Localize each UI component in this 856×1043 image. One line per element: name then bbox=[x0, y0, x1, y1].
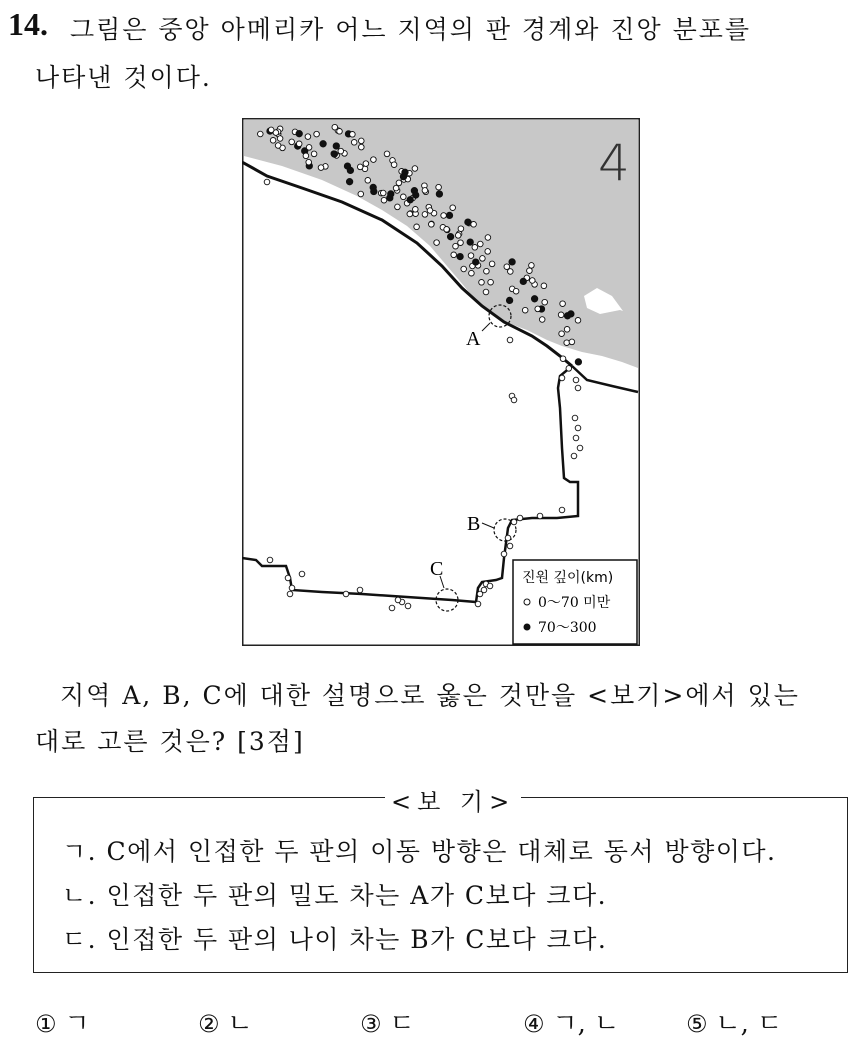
shallow-epicenter-point bbox=[511, 397, 517, 403]
shallow-epicenter-point bbox=[559, 331, 565, 337]
shallow-epicenter-point bbox=[371, 157, 377, 163]
shallow-epicenter-point bbox=[539, 317, 545, 323]
question-text-line1: 그림은 중앙 아메리카 어느 지역의 판 경계와 진앙 분포를 bbox=[70, 15, 752, 44]
shallow-epicenter-point bbox=[537, 513, 543, 519]
shallow-epicenter-point bbox=[535, 306, 541, 312]
deep-epicenter-point bbox=[344, 163, 350, 169]
deep-epicenter-point bbox=[296, 131, 302, 137]
shallow-epicenter-point bbox=[461, 266, 467, 272]
legend-open-circle-icon bbox=[524, 599, 530, 605]
shallow-epicenter-point bbox=[455, 233, 461, 239]
shallow-epicenter-point bbox=[458, 226, 464, 232]
shallow-epicenter-point bbox=[395, 204, 401, 210]
shallow-epicenter-point bbox=[314, 131, 320, 137]
choice-3[interactable] bbox=[360, 1003, 415, 1040]
deep-epicenter-point bbox=[447, 234, 453, 240]
shallow-epicenter-point bbox=[507, 543, 513, 549]
shallow-epicenter-point bbox=[393, 185, 399, 191]
shallow-epicenter-point bbox=[487, 583, 493, 589]
deep-epicenter-point bbox=[333, 143, 339, 149]
shallow-epicenter-point bbox=[337, 129, 343, 135]
shallow-epicenter-point bbox=[573, 377, 579, 383]
shallow-epicenter-point bbox=[477, 591, 483, 597]
choice-1-text: ㄱ bbox=[64, 1009, 90, 1039]
shallow-epicenter-point bbox=[572, 415, 578, 421]
shallow-epicenter-point bbox=[351, 140, 357, 146]
shallow-epicenter-point bbox=[381, 197, 387, 203]
legend-item-shallow: 0～70 미만 bbox=[538, 595, 611, 611]
shallow-epicenter-point bbox=[485, 235, 491, 241]
shallow-epicenter-point bbox=[441, 213, 447, 219]
statement-nieun: ㄴ. 인접한 두 판의 밀도 차는 A가 C보다 크다. bbox=[62, 881, 608, 910]
deep-epicenter-point bbox=[531, 296, 537, 302]
statement-giyeok: ㄱ. C에서 인접한 두 판의 이동 방향은 대체로 동서 방향이다. bbox=[62, 837, 777, 866]
shallow-epicenter-point bbox=[384, 151, 390, 157]
deep-epicenter-point bbox=[575, 359, 581, 365]
prompt-line2: 대로 고른 것은? [3점] bbox=[35, 727, 305, 756]
shallow-epicenter-point bbox=[517, 515, 523, 521]
shallow-epicenter-point bbox=[338, 148, 344, 154]
shallow-epicenter-point bbox=[332, 124, 338, 130]
shallow-epicenter-point bbox=[483, 289, 489, 295]
deep-epicenter-point bbox=[473, 259, 479, 265]
shallow-epicenter-point bbox=[258, 131, 264, 137]
shallow-epicenter-point bbox=[511, 519, 517, 525]
legend-title: 진원 깊이(km) bbox=[522, 570, 614, 586]
prompt-line1: 지역 A, B, C에 대한 설명으로 옳은 것만을 <보기>에서 있는 bbox=[60, 681, 800, 710]
deep-epicenter-point bbox=[331, 151, 337, 157]
shallow-epicenter-point bbox=[357, 164, 363, 170]
shallow-epicenter-point bbox=[488, 279, 494, 285]
shallow-epicenter-point bbox=[289, 585, 295, 591]
region-b-label: B bbox=[467, 513, 481, 535]
deep-epicenter-point bbox=[568, 311, 574, 317]
shallow-epicenter-point bbox=[407, 211, 413, 217]
shallow-epicenter-point bbox=[401, 194, 407, 200]
shallow-epicenter-point bbox=[318, 165, 324, 171]
shallow-epicenter-point bbox=[569, 339, 575, 345]
statement-digeut: ㄷ. 인접한 두 판의 나이 차는 B가 C보다 크다. bbox=[62, 925, 608, 954]
shallow-epicenter-point bbox=[505, 535, 511, 541]
map-legend bbox=[513, 560, 637, 644]
deep-epicenter-point bbox=[388, 191, 394, 197]
shallow-epicenter-point bbox=[305, 134, 311, 140]
deep-epicenter-point bbox=[520, 278, 526, 284]
shallow-epicenter-point bbox=[453, 243, 459, 249]
shallow-epicenter-point bbox=[380, 190, 386, 196]
shallow-epicenter-point bbox=[289, 139, 295, 145]
shallow-epicenter-point bbox=[484, 268, 490, 274]
shallow-epicenter-point bbox=[479, 280, 485, 286]
shallow-epicenter-point bbox=[429, 222, 435, 228]
deep-epicenter-point bbox=[320, 141, 326, 147]
bogi-title: <보 기> bbox=[385, 782, 521, 817]
deep-epicenter-point bbox=[413, 192, 419, 198]
shallow-epicenter-point bbox=[359, 138, 365, 144]
shallow-epicenter-point bbox=[559, 507, 565, 513]
shallow-epicenter-point bbox=[560, 356, 566, 362]
shallow-epicenter-point bbox=[389, 605, 395, 611]
shallow-epicenter-point bbox=[507, 337, 513, 343]
shallow-epicenter-point bbox=[359, 144, 365, 150]
deep-epicenter-point bbox=[400, 174, 406, 180]
shallow-epicenter-point bbox=[513, 288, 519, 294]
shallow-epicenter-point bbox=[299, 571, 305, 577]
choice-4-text: ㄱ, ㄴ bbox=[552, 1009, 620, 1039]
shallow-epicenter-point bbox=[468, 253, 474, 259]
shallow-epicenter-point bbox=[573, 435, 579, 441]
deep-epicenter-point bbox=[346, 179, 352, 185]
choice-5-number: ⑤ bbox=[686, 1010, 708, 1038]
shallow-epicenter-point bbox=[414, 224, 420, 230]
choice-5-text: ㄴ, ㄷ bbox=[715, 1009, 783, 1039]
shallow-epicenter-point bbox=[285, 575, 291, 581]
shallow-epicenter-point bbox=[413, 207, 419, 213]
shallow-epicenter-point bbox=[501, 551, 507, 557]
shallow-epicenter-point bbox=[268, 127, 274, 133]
shallow-epicenter-point bbox=[365, 178, 371, 184]
legend-filled-circle-icon bbox=[524, 624, 530, 630]
deep-epicenter-point bbox=[407, 197, 413, 203]
shallow-epicenter-point bbox=[522, 307, 528, 313]
shallow-epicenter-point bbox=[458, 240, 464, 246]
shallow-epicenter-point bbox=[412, 166, 418, 172]
shallow-epicenter-point bbox=[529, 263, 535, 269]
choice-2-number: ② bbox=[198, 1010, 220, 1038]
choice-3-text: ㄷ bbox=[389, 1009, 415, 1039]
shallow-epicenter-point bbox=[444, 227, 450, 233]
deep-epicenter-point bbox=[506, 297, 512, 303]
deep-epicenter-point bbox=[465, 219, 471, 225]
shallow-epicenter-point bbox=[564, 340, 570, 346]
shallow-epicenter-point bbox=[450, 205, 456, 211]
deep-epicenter-point bbox=[446, 212, 452, 218]
shallow-epicenter-point bbox=[350, 132, 356, 138]
shallow-epicenter-point bbox=[427, 208, 433, 214]
choice-3-number: ③ bbox=[360, 1010, 382, 1038]
shallow-epicenter-point bbox=[508, 269, 514, 275]
shallow-epicenter-point bbox=[277, 136, 283, 142]
shallow-epicenter-point bbox=[566, 366, 572, 372]
shallow-epicenter-point bbox=[270, 138, 276, 144]
shallow-epicenter-point bbox=[485, 249, 491, 255]
shallow-epicenter-point bbox=[306, 145, 312, 151]
figure-number: 4 bbox=[598, 134, 630, 192]
question-number: 14. bbox=[8, 6, 48, 42]
choice-1-number: ① bbox=[35, 1010, 57, 1038]
shallow-epicenter-point bbox=[311, 151, 317, 157]
shallow-epicenter-point bbox=[287, 591, 293, 597]
shallow-epicenter-point bbox=[451, 252, 457, 258]
shallow-epicenter-point bbox=[475, 601, 481, 607]
choice-2[interactable] bbox=[198, 1003, 253, 1040]
legend-item-deep: 70～300 bbox=[538, 620, 597, 636]
shallow-epicenter-point bbox=[422, 212, 428, 218]
shallow-epicenter-point bbox=[471, 222, 477, 228]
shallow-epicenter-point bbox=[527, 268, 533, 274]
shallow-epicenter-point bbox=[564, 327, 570, 333]
shallow-epicenter-point bbox=[358, 191, 364, 197]
choice-2-text: ㄴ bbox=[227, 1009, 253, 1039]
shallow-epicenter-point bbox=[575, 425, 581, 431]
shallow-epicenter-point bbox=[396, 180, 402, 186]
shallow-epicenter-point bbox=[436, 184, 442, 190]
shallow-epicenter-point bbox=[306, 159, 312, 165]
region-a-label: A bbox=[466, 328, 481, 350]
shallow-epicenter-point bbox=[560, 301, 566, 307]
choice-1[interactable] bbox=[35, 1003, 90, 1040]
shallow-epicenter-point bbox=[489, 261, 495, 267]
shallow-epicenter-point bbox=[571, 453, 577, 459]
shallow-epicenter-point bbox=[395, 597, 401, 603]
region-c-label: C bbox=[430, 558, 444, 580]
shallow-epicenter-point bbox=[264, 179, 270, 185]
shallow-epicenter-point bbox=[541, 283, 547, 289]
shallow-epicenter-point bbox=[577, 445, 583, 451]
shallow-epicenter-point bbox=[405, 603, 411, 609]
shallow-epicenter-point bbox=[296, 141, 302, 147]
shallow-epicenter-point bbox=[267, 557, 273, 563]
shallow-epicenter-point bbox=[343, 591, 349, 597]
shallow-epicenter-point bbox=[434, 240, 440, 246]
deep-epicenter-point bbox=[371, 188, 377, 194]
shallow-epicenter-point bbox=[478, 241, 484, 247]
shallow-epicenter-point bbox=[472, 245, 478, 251]
plate-boundary-map bbox=[242, 118, 640, 646]
shallow-epicenter-point bbox=[422, 188, 428, 194]
shallow-epicenter-point bbox=[575, 318, 581, 324]
choice-5[interactable] bbox=[686, 1003, 782, 1040]
shallow-epicenter-point bbox=[391, 162, 397, 168]
question-text-line2: 나타낸 것이다. bbox=[35, 63, 212, 92]
shallow-epicenter-point bbox=[357, 587, 363, 593]
shallow-epicenter-point bbox=[363, 161, 369, 167]
shallow-epicenter-point bbox=[559, 375, 565, 381]
shallow-epicenter-point bbox=[542, 299, 548, 305]
deep-epicenter-point bbox=[457, 253, 463, 259]
choice-4-number: ④ bbox=[523, 1010, 545, 1038]
shallow-epicenter-point bbox=[530, 278, 536, 284]
shallow-epicenter-point bbox=[575, 385, 581, 391]
choice-4[interactable] bbox=[523, 1003, 619, 1040]
shallow-epicenter-point bbox=[558, 312, 564, 318]
shallow-epicenter-point bbox=[469, 270, 475, 276]
deep-epicenter-point bbox=[467, 239, 473, 245]
shallow-epicenter-point bbox=[480, 256, 486, 262]
deep-epicenter-point bbox=[436, 191, 442, 197]
deep-epicenter-point bbox=[509, 259, 515, 265]
shallow-epicenter-point bbox=[303, 153, 309, 159]
shallow-epicenter-point bbox=[275, 143, 281, 149]
